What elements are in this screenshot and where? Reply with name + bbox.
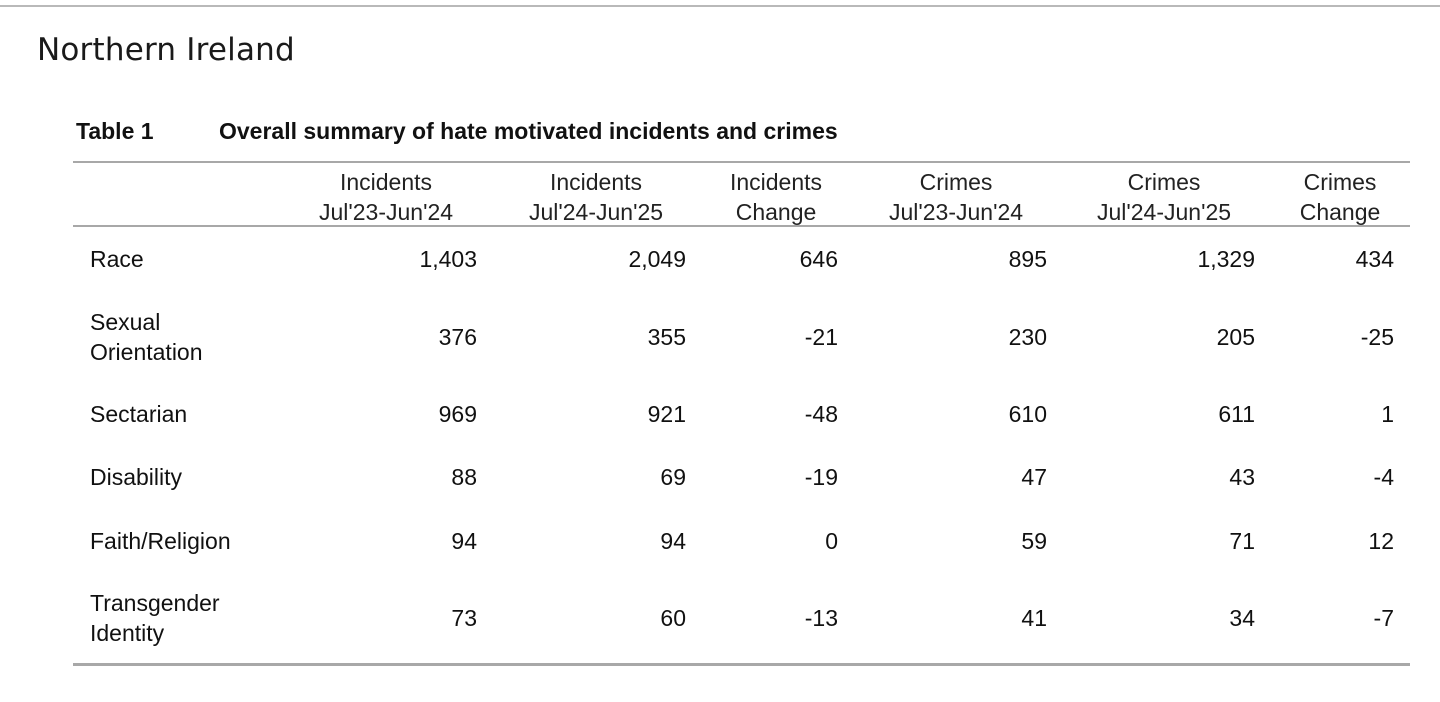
table-cell: 12 — [1368, 528, 1394, 554]
table-cell: 646 — [799, 246, 838, 272]
row-label — [90, 588, 220, 648]
column-header — [870, 167, 1042, 227]
row-label — [90, 462, 182, 492]
column-header-line2: Jul'24-Jun'25 — [528, 199, 664, 225]
column-header — [510, 167, 682, 227]
table-cell: 34 — [1229, 605, 1255, 631]
table-cell: -48 — [804, 401, 838, 427]
table-cell: 1,403 — [419, 246, 477, 272]
column-header-line2: Change — [1299, 199, 1381, 225]
top-divider — [0, 5, 1440, 7]
table-cell: -19 — [804, 464, 838, 490]
row-label — [90, 399, 187, 429]
table-caption-text: Overall summary of hate motivated incidents and crimes — [219, 118, 838, 144]
column-header-line1: Crimes — [1303, 169, 1377, 195]
row-label-line1: Transgender — [90, 590, 220, 616]
table-cell: 205 — [1216, 324, 1255, 350]
row-label-line1: Faith/Religion — [90, 528, 231, 554]
table-cell: 47 — [1021, 464, 1047, 490]
table-cell: 59 — [1021, 528, 1047, 554]
table-cell: 43 — [1229, 464, 1255, 490]
table-cell: 376 — [438, 324, 477, 350]
region-title: Northern Ireland — [37, 32, 295, 68]
table-cell: 969 — [438, 401, 477, 427]
column-header — [1280, 167, 1400, 227]
column-header — [1078, 167, 1250, 227]
table-cell: 895 — [1008, 246, 1047, 272]
table-cell: 230 — [1008, 324, 1047, 350]
column-header-line2: Change — [735, 199, 817, 225]
row-label-line1: Sexual — [90, 309, 161, 335]
row-label — [90, 307, 203, 367]
row-label-line1: Race — [90, 246, 144, 272]
row-label — [90, 526, 231, 556]
row-label-line1: Disability — [90, 464, 183, 490]
column-header — [300, 167, 472, 227]
table-number: Table 1 — [76, 118, 154, 144]
table-caption — [76, 118, 838, 145]
table-cell: 921 — [647, 401, 686, 427]
table-cell: 434 — [1355, 246, 1394, 272]
column-header-line1: Incidents — [729, 169, 823, 195]
table-cell: -4 — [1373, 464, 1394, 490]
table-cell: 1 — [1381, 401, 1394, 427]
column-header-line2: Jul'24-Jun'25 — [1096, 199, 1232, 225]
table-cell: -25 — [1360, 324, 1394, 350]
table-cell: 0 — [825, 528, 838, 554]
table-cell: 41 — [1021, 605, 1047, 631]
table-cell: 2,049 — [628, 246, 686, 272]
table-cell: 73 — [451, 605, 477, 631]
table-cell: 611 — [1218, 401, 1255, 427]
column-header-line1: Incidents — [339, 169, 433, 195]
table-bottom-rule — [73, 663, 1410, 666]
table-cell: 355 — [647, 324, 686, 350]
column-header-line1: Incidents — [549, 169, 643, 195]
table-cell: 71 — [1229, 528, 1255, 554]
table-cell: 94 — [451, 528, 477, 554]
table-cell: 69 — [660, 464, 686, 490]
column-header — [712, 167, 840, 227]
table-cell: -21 — [804, 324, 838, 350]
column-header-line1: Crimes — [1127, 169, 1201, 195]
table-cell: 610 — [1008, 401, 1047, 427]
row-label-line2: Identity — [90, 620, 165, 646]
row-label — [90, 244, 144, 274]
column-header-line2: Jul'23-Jun'24 — [888, 199, 1024, 225]
table-cell: 1,329 — [1197, 246, 1255, 272]
column-header-line2: Jul'23-Jun'24 — [318, 199, 454, 225]
table-cell: 60 — [660, 605, 686, 631]
row-label-line1: Sectarian — [90, 401, 188, 427]
column-header-line1: Crimes — [919, 169, 993, 195]
row-label-line2: Orientation — [90, 339, 203, 365]
table-top-rule — [73, 161, 1410, 163]
table-cell: 94 — [660, 528, 686, 554]
table-cell: -7 — [1373, 605, 1394, 631]
table-cell: -13 — [804, 605, 838, 631]
table-cell: 88 — [451, 464, 477, 490]
